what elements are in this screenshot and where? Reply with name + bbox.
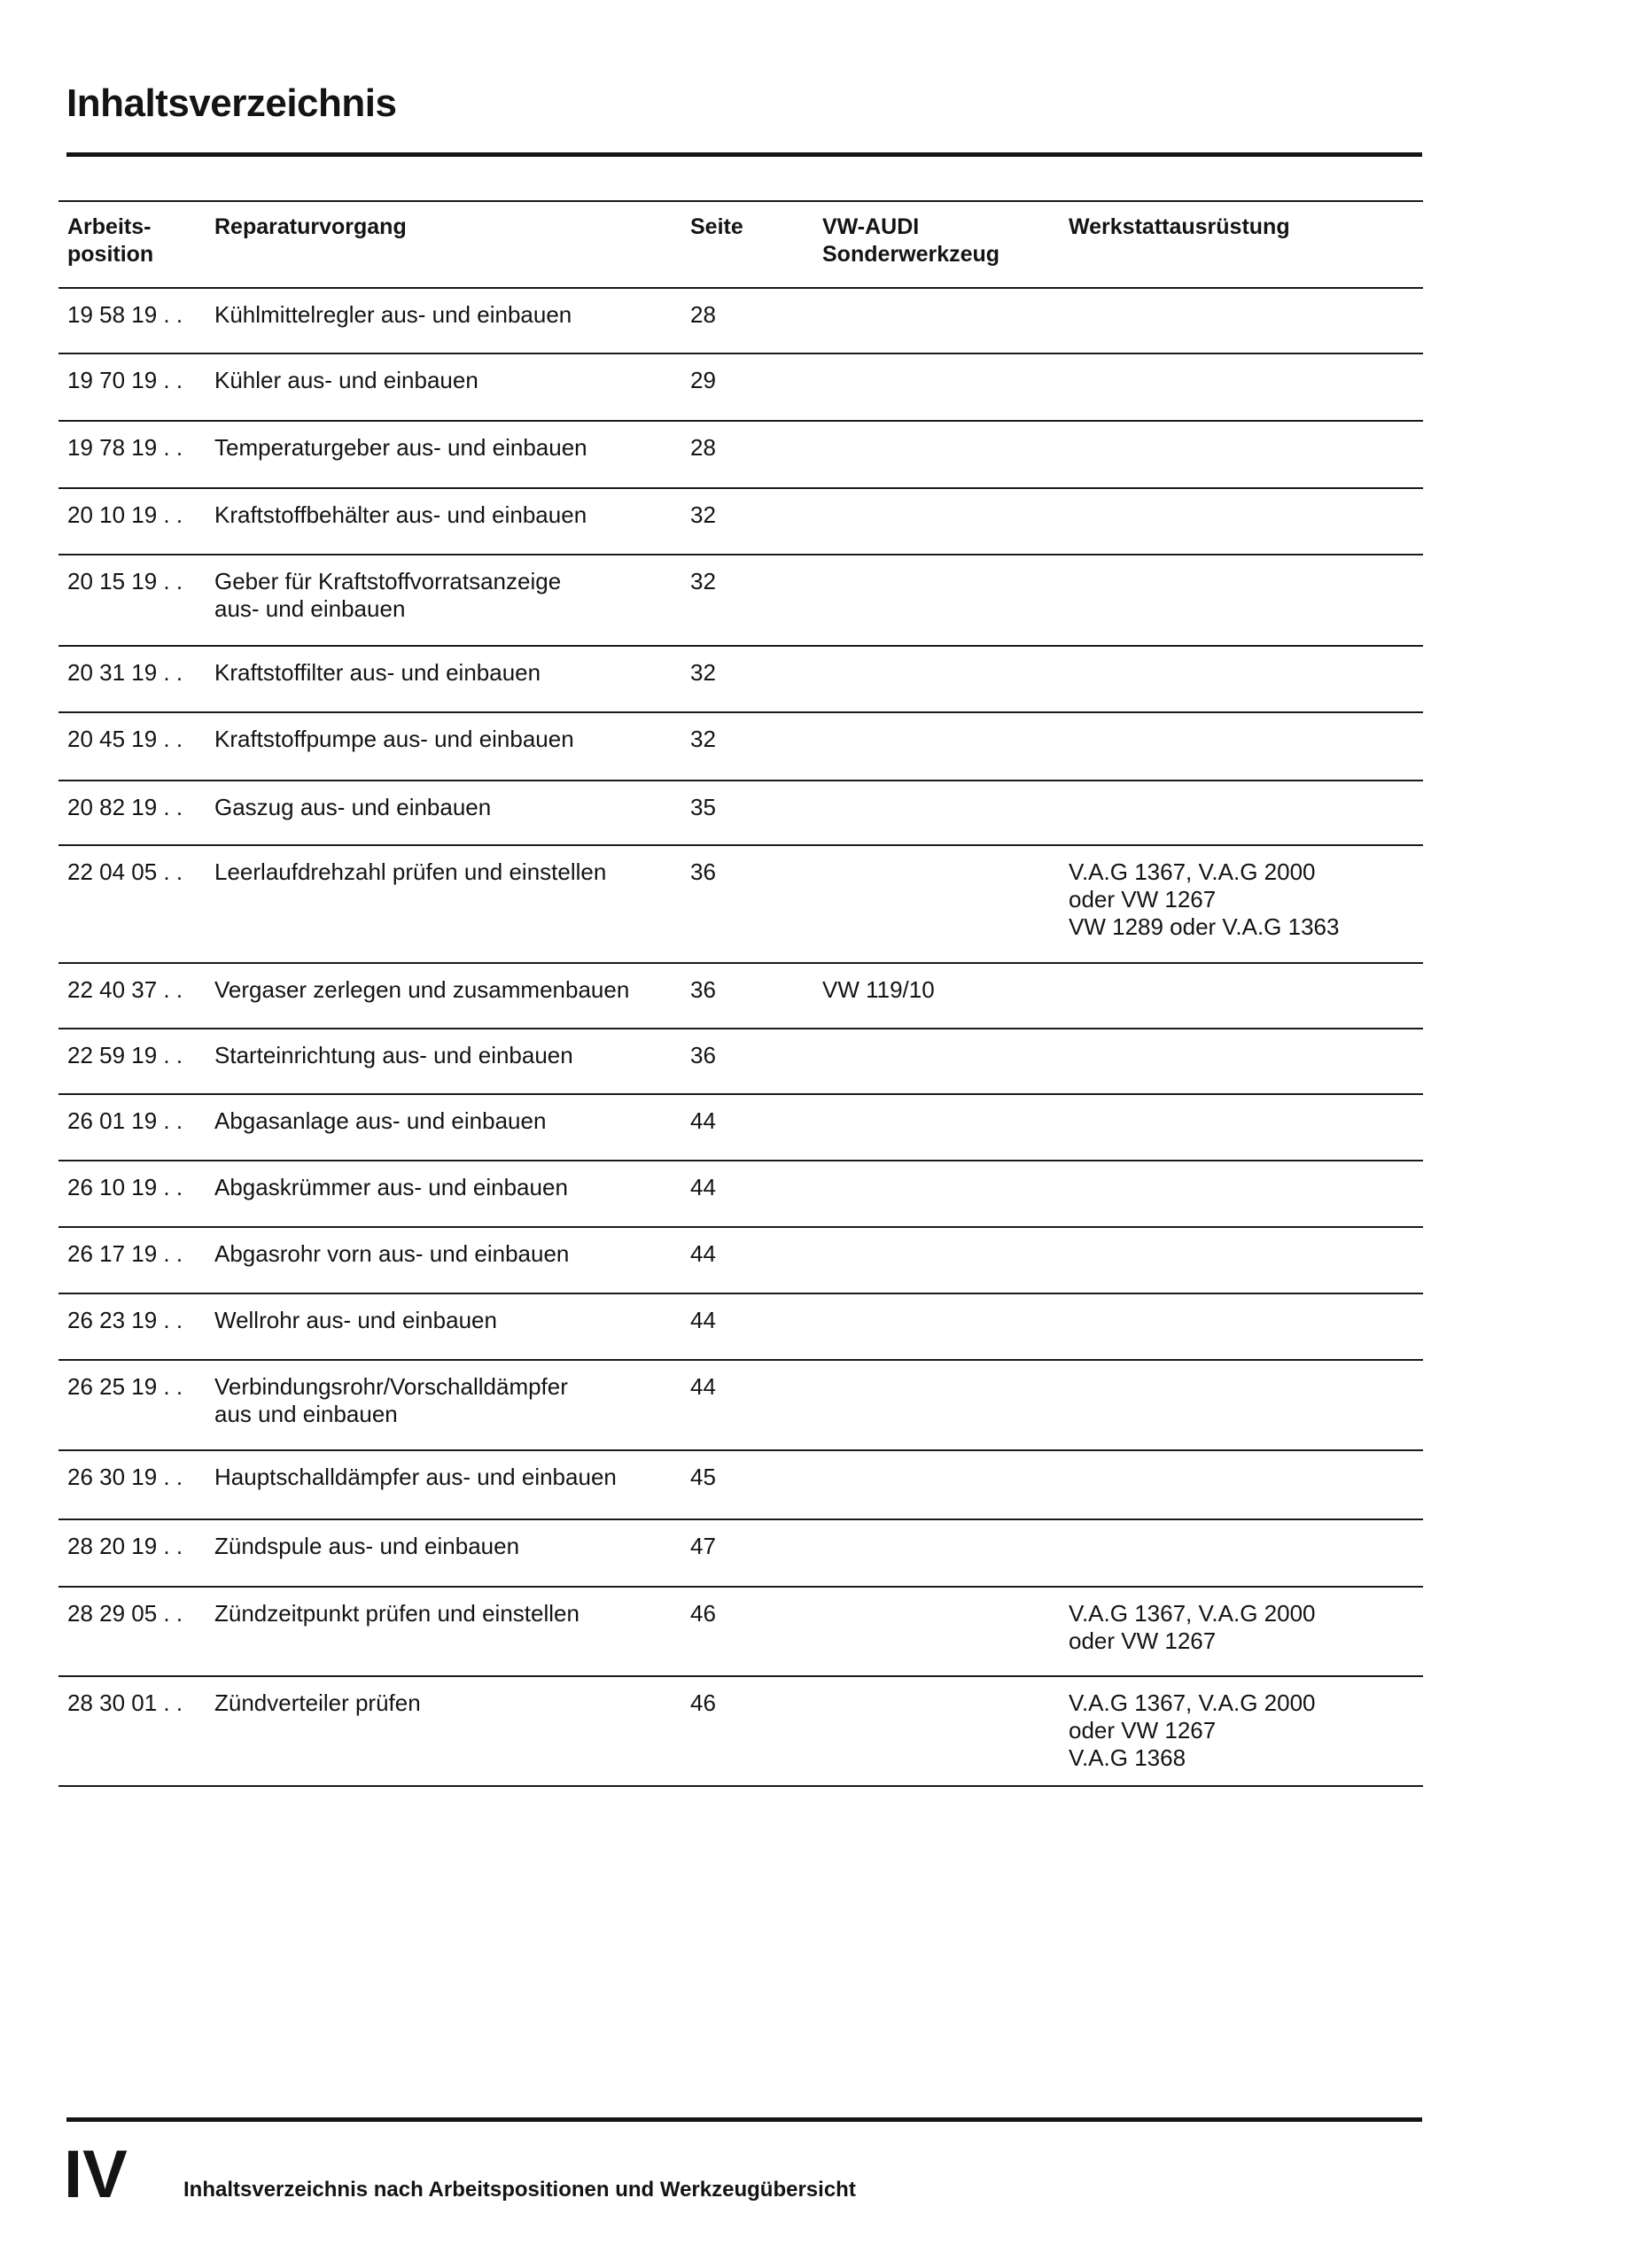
table-row bbox=[58, 354, 1423, 422]
cell-position: 19 78 19 . . bbox=[67, 434, 183, 461]
cell-position: 20 15 19 . . bbox=[67, 568, 183, 594]
cell-position: 22 04 05 . . bbox=[67, 858, 183, 885]
cell-position: 28 30 01 . . bbox=[67, 1689, 183, 1716]
toc-table bbox=[58, 200, 1423, 1787]
cell-position: 20 45 19 . . bbox=[67, 726, 183, 752]
table-row bbox=[58, 1588, 1423, 1677]
table-row bbox=[58, 1451, 1423, 1520]
cell-page: 46 bbox=[690, 1600, 716, 1627]
cell-page: 32 bbox=[690, 659, 716, 686]
table-row bbox=[58, 846, 1423, 964]
cell-workshop-equipment: V.A.G 1367, V.A.G 2000 oder VW 1267 V.A.G 1368 bbox=[1069, 1689, 1316, 1771]
title-rule bbox=[66, 152, 1422, 157]
table-row bbox=[58, 964, 1423, 1029]
cell-page: 32 bbox=[690, 726, 716, 752]
page-number: IV bbox=[64, 2137, 128, 2212]
cell-task: Verbindungsrohr/Vorschalldämpfer aus und einbauen bbox=[214, 1373, 568, 1427]
cell-task: Hauptschalldämpfer aus- und einbauen bbox=[214, 1464, 617, 1490]
page-title: Inhaltsverzeichnis bbox=[66, 82, 397, 125]
column-header-position: Arbeits- position bbox=[67, 214, 154, 267]
table-row bbox=[58, 289, 1423, 354]
cell-page: 36 bbox=[690, 976, 716, 1003]
cell-task: Kühler aus- und einbauen bbox=[214, 367, 478, 393]
cell-position: 20 82 19 . . bbox=[67, 794, 183, 820]
cell-task: Zündspule aus- und einbauen bbox=[214, 1533, 520, 1559]
cell-page: 29 bbox=[690, 367, 716, 393]
cell-task: Abgaskrümmer aus- und einbauen bbox=[214, 1174, 568, 1200]
cell-position: 26 30 19 . . bbox=[67, 1464, 183, 1490]
cell-position: 26 17 19 . . bbox=[67, 1240, 183, 1267]
cell-task: Temperaturgeber aus- und einbauen bbox=[214, 434, 587, 461]
column-header-task: Reparaturvorgang bbox=[214, 214, 407, 239]
table-row bbox=[58, 489, 1423, 555]
table-row bbox=[58, 1677, 1423, 1787]
cell-position: 28 29 05 . . bbox=[67, 1600, 183, 1627]
table-row bbox=[58, 1520, 1423, 1588]
cell-special-tool: VW 119/10 bbox=[822, 976, 935, 1003]
cell-page: 28 bbox=[690, 434, 716, 461]
cell-page: 32 bbox=[690, 568, 716, 594]
cell-page: 44 bbox=[690, 1307, 716, 1333]
table-row bbox=[58, 422, 1423, 489]
cell-page: 44 bbox=[690, 1174, 716, 1200]
cell-position: 26 10 19 . . bbox=[67, 1174, 183, 1200]
table-row bbox=[58, 555, 1423, 647]
cell-position: 19 58 19 . . bbox=[67, 301, 183, 328]
table-row bbox=[58, 1161, 1423, 1228]
cell-position: 28 20 19 . . bbox=[67, 1533, 183, 1559]
cell-page: 47 bbox=[690, 1533, 716, 1559]
cell-page: 44 bbox=[690, 1373, 716, 1400]
table-header bbox=[58, 200, 1423, 289]
table-row bbox=[58, 781, 1423, 846]
cell-task: Kraftstoffpumpe aus- und einbauen bbox=[214, 726, 574, 752]
cell-position: 22 59 19 . . bbox=[67, 1042, 183, 1068]
footer-caption: Inhaltsverzeichnis nach Arbeitspositionen und Werkzeugübersicht bbox=[183, 2178, 856, 2202]
table-body bbox=[58, 289, 1423, 1787]
cell-task: Geber für Kraftstoffvorratsanzeige aus- und einbauen bbox=[214, 568, 562, 622]
column-header-workshop-equipment: Werkstattausrüstung bbox=[1069, 214, 1290, 239]
cell-position: 20 31 19 . . bbox=[67, 659, 183, 686]
table-row bbox=[58, 1361, 1423, 1451]
cell-workshop-equipment: V.A.G 1367, V.A.G 2000 oder VW 1267 VW 1289 oder V.A.G 1363 bbox=[1069, 858, 1340, 940]
table-row bbox=[58, 1029, 1423, 1095]
cell-task: Abgasrohr vorn aus- und einbauen bbox=[214, 1240, 570, 1267]
table-row bbox=[58, 1294, 1423, 1361]
footer-rule bbox=[66, 2117, 1422, 2122]
cell-task: Zündzeitpunkt prüfen und einstellen bbox=[214, 1600, 579, 1627]
cell-page: 45 bbox=[690, 1464, 716, 1490]
cell-task: Zündverteiler prüfen bbox=[214, 1689, 421, 1716]
cell-page: 44 bbox=[690, 1107, 716, 1134]
table-row bbox=[58, 647, 1423, 713]
cell-page: 44 bbox=[690, 1240, 716, 1267]
cell-page: 32 bbox=[690, 501, 716, 528]
table-row bbox=[58, 713, 1423, 781]
cell-task: Kraftstoffilter aus- und einbauen bbox=[214, 659, 541, 686]
cell-task: Starteinrichtung aus- und einbauen bbox=[214, 1042, 573, 1068]
cell-page: 36 bbox=[690, 1042, 716, 1068]
cell-page: 28 bbox=[690, 301, 716, 328]
cell-position: 20 10 19 . . bbox=[67, 501, 183, 528]
cell-workshop-equipment: V.A.G 1367, V.A.G 2000 oder VW 1267 bbox=[1069, 1600, 1316, 1654]
cell-task: Vergaser zerlegen und zusammenbauen bbox=[214, 976, 630, 1003]
cell-page: 36 bbox=[690, 858, 716, 885]
cell-position: 26 25 19 . . bbox=[67, 1373, 183, 1400]
table-row bbox=[58, 1228, 1423, 1294]
cell-position: 19 70 19 . . bbox=[67, 367, 183, 393]
cell-page: 35 bbox=[690, 794, 716, 820]
column-header-special-tool: VW-AUDI Sonderwerkzeug bbox=[822, 214, 1000, 267]
column-header-page: Seite bbox=[690, 214, 743, 239]
cell-position: 22 40 37 . . bbox=[67, 976, 183, 1003]
cell-task: Wellrohr aus- und einbauen bbox=[214, 1307, 497, 1333]
cell-position: 26 23 19 . . bbox=[67, 1307, 183, 1333]
cell-position: 26 01 19 . . bbox=[67, 1107, 183, 1134]
cell-task: Gaszug aus- und einbauen bbox=[214, 794, 492, 820]
table-row bbox=[58, 1095, 1423, 1161]
cell-page: 46 bbox=[690, 1689, 716, 1716]
cell-task: Leerlaufdrehzahl prüfen und einstellen bbox=[214, 858, 607, 885]
cell-task: Abgasanlage aus- und einbauen bbox=[214, 1107, 547, 1134]
cell-task: Kühlmittelregler aus- und einbauen bbox=[214, 301, 572, 328]
cell-task: Kraftstoffbehälter aus- und einbauen bbox=[214, 501, 587, 528]
